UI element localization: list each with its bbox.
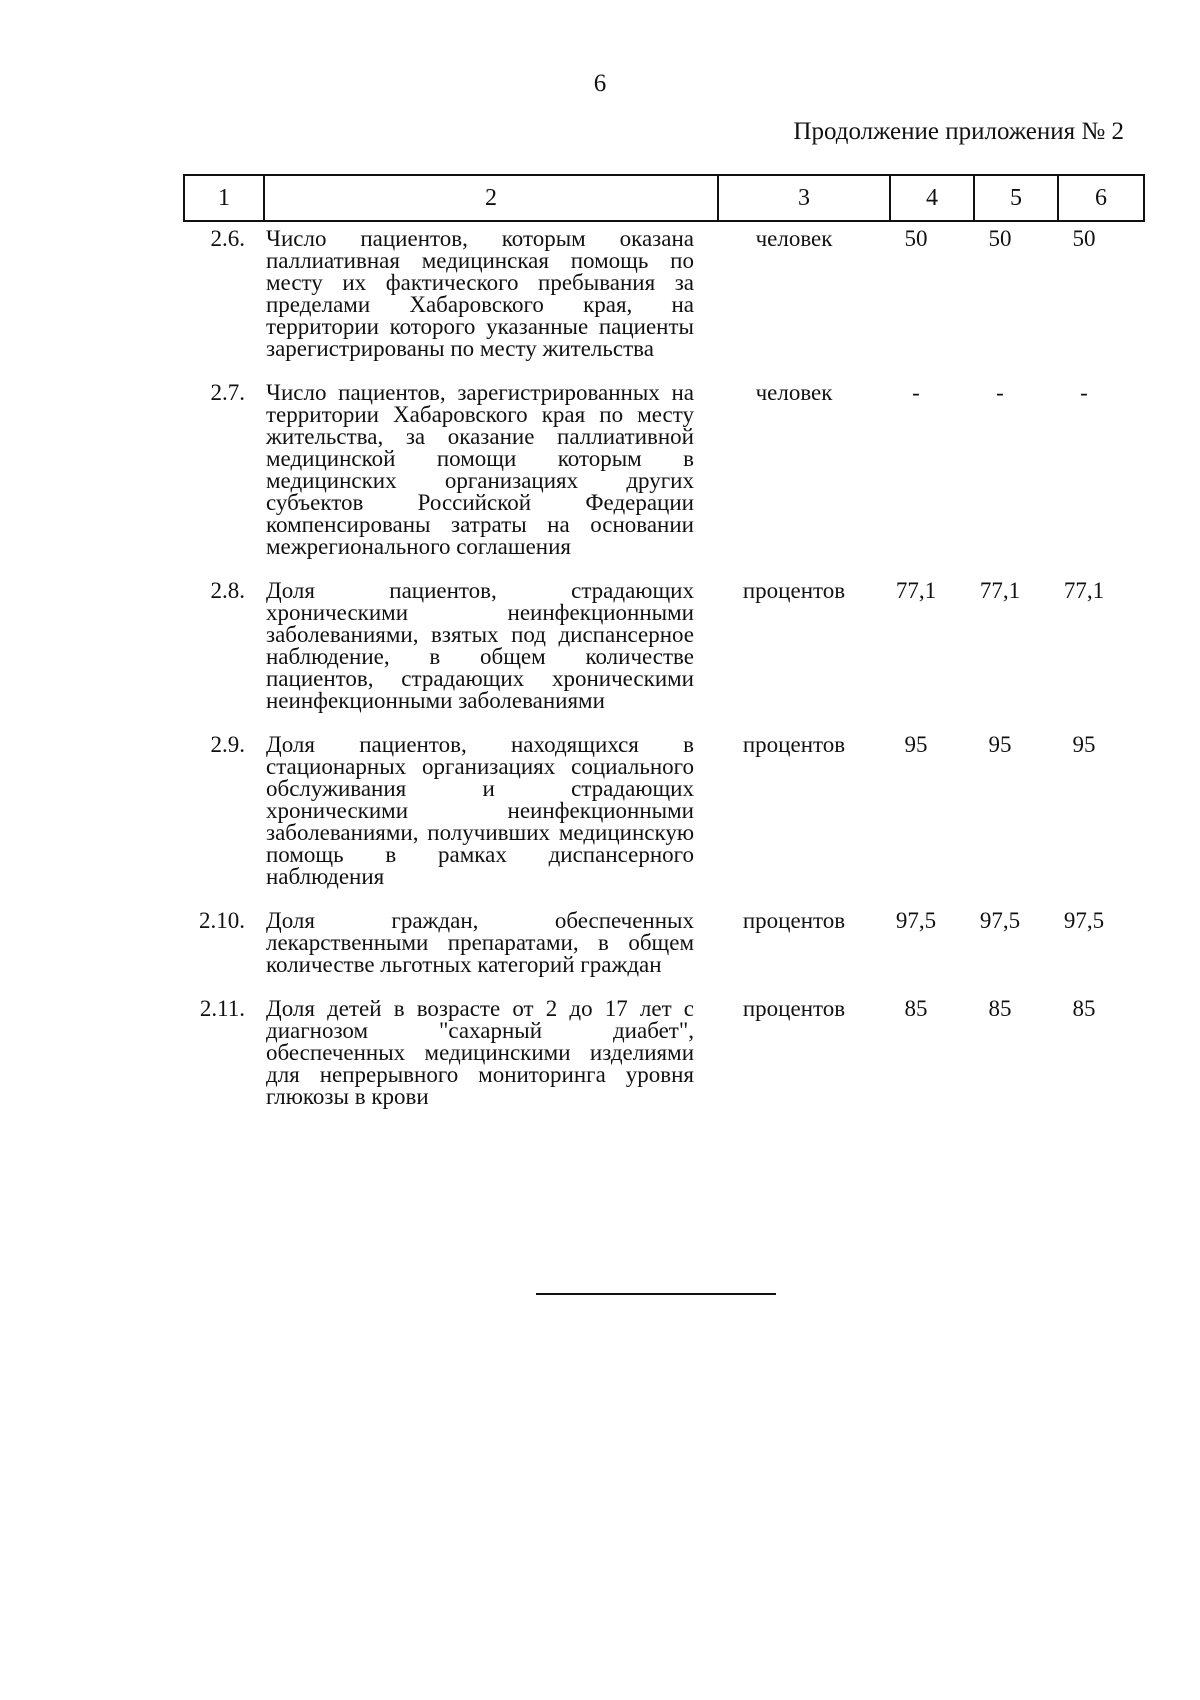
row-value-col6: 77,1 [1063,578,1105,603]
row-unit: процентов [742,578,846,603]
row-number: 2.9. [210,732,245,757]
column-header-row [184,175,1144,221]
column-header-5: 5 [974,175,1058,221]
row-number: 2.8. [210,578,245,603]
row-value-col5: 77,1 [979,578,1021,603]
table-row [183,910,1133,976]
row-unit: процентов [742,732,846,757]
row-description: Доля детей в возрасте от 2 до 17 лет с диагнозом "сахарный диабет", обеспеченных медицинскими изделиями для непрерывного мониторинга уровня глюкозы в крови [266,996,694,1109]
row-number: 2.10. [199,908,245,933]
row-value-col4: 77,1 [895,578,937,603]
table-row [183,228,1133,360]
row-value-col6: 97,5 [1063,908,1105,933]
column-header-6: 6 [1058,175,1144,221]
row-value-col5: - [996,380,1004,405]
table-row [183,580,1133,712]
row-number: 2.11. [199,996,245,1021]
column-header-table [183,174,1145,222]
row-value-col6: - [1080,380,1088,405]
row-value-col4: 95 [904,732,928,757]
row-unit: процентов [742,996,846,1021]
column-header-2: 2 [264,175,718,221]
row-value-col4: 50 [904,226,928,251]
row-value-col6: 95 [1072,732,1096,757]
page-number: 6 [593,70,607,97]
row-description: Число пациентов, зарегистрированных на территории Хабаровского края по месту жительства, за оказание паллиативной медицинской помощи которым в медицинских организациях других субъектов Российской Федерации компенсированы затраты на основании межрегионального соглашения [266,380,694,559]
row-description: Доля пациентов, страдающих хроническими неинфекционными заболеваниями, взятых под диспансерное наблюдение, в общем количестве пациентов, страдающих хроническими неинфекционными заболеваниями [266,578,694,713]
row-description: Доля граждан, обеспеченных лекарственными препаратами, в общем количестве льготных категорий граждан [266,908,694,977]
row-unit: человек [755,226,833,251]
row-value-col5: 85 [988,996,1012,1021]
document-end-divider [536,1293,776,1295]
row-description: Число пациентов, которым оказана паллиативная медицинская помощь по месту их фактического пребывания за пределами Хабаровского края, на территории которого указанные пациенты зарегистрированы по месту жительства [266,226,694,361]
table-row [183,734,1133,888]
column-header-3: 3 [718,175,890,221]
column-header-1: 1 [184,175,264,221]
row-number: 2.6. [210,226,245,251]
row-description: Доля пациентов, находящихся в стационарных организациях социального обслуживания и страдающих хроническими неинфекционными заболеваниями, получивших медицинскую помощь в рамках диспансерного наблюдения [266,732,694,889]
row-unit: процентов [742,908,846,933]
row-value-col6: 85 [1072,996,1096,1021]
row-number: 2.7. [210,380,245,405]
column-header-4: 4 [890,175,974,221]
row-value-col5: 95 [988,732,1012,757]
row-value-col4: 85 [904,996,928,1021]
row-value-col6: 50 [1072,226,1096,251]
row-value-col4: - [912,380,920,405]
row-unit: человек [755,380,833,405]
row-value-col5: 50 [988,226,1012,251]
indicator-rows [183,228,1133,1130]
table-row [183,382,1133,558]
row-value-col4: 97,5 [895,908,937,933]
table-row [183,998,1133,1108]
row-value-col5: 97,5 [979,908,1021,933]
appendix-continuation-note: Продолжение приложения № 2 [793,118,1124,145]
